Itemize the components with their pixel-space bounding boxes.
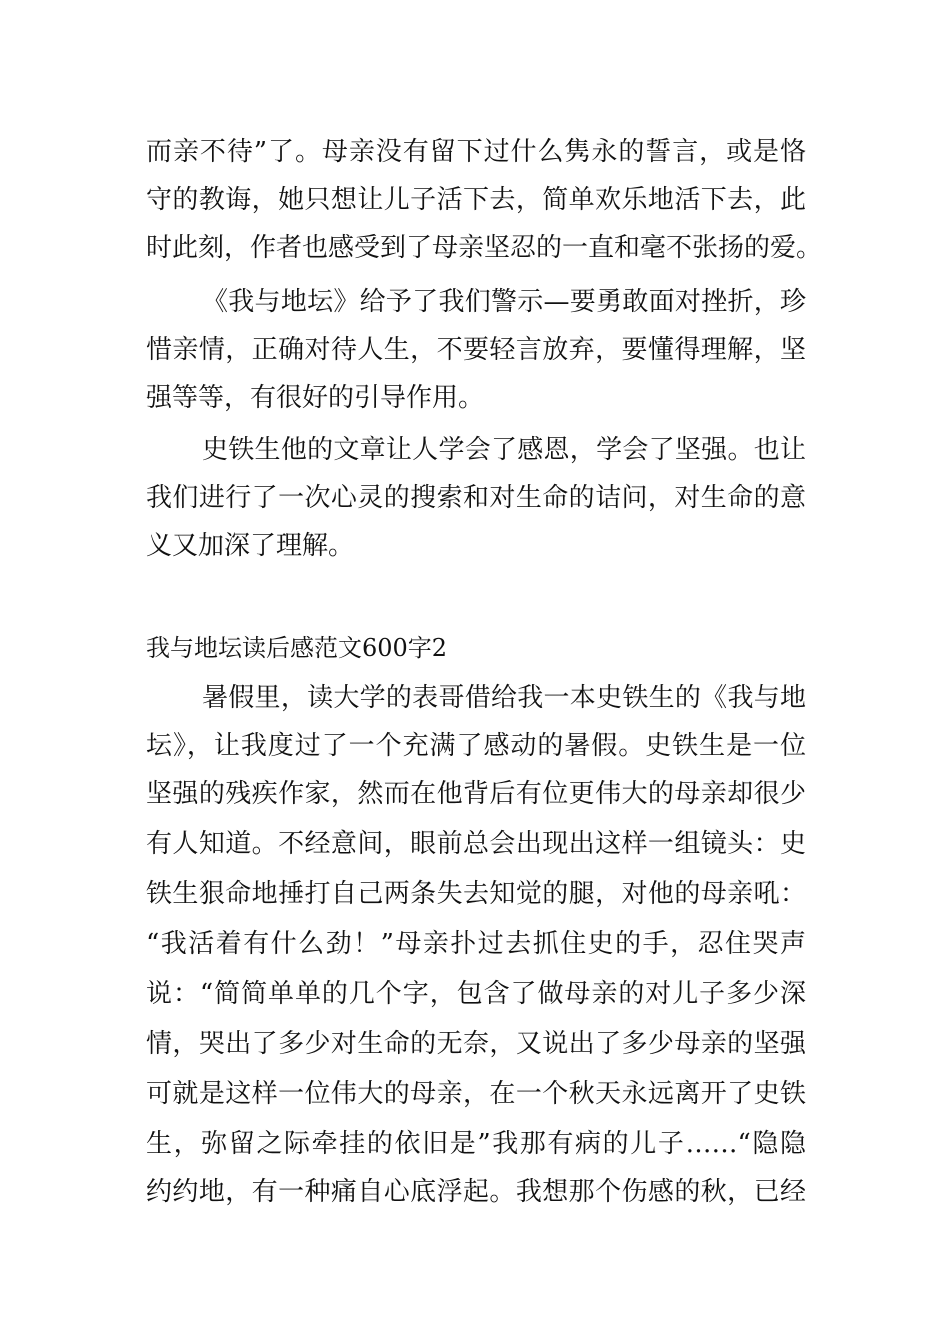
paragraph-4-line-11: 约约地，有一种痛自心底浮起。我想那个伤感的秋，已经 xyxy=(146,1177,806,1207)
paragraph-4-line-9: 可就是这样一位伟大的母亲，在一个秋天永远离开了史铁 xyxy=(146,1079,806,1109)
section-heading: 我与地坛读后感范文600字2 xyxy=(146,634,448,662)
paragraph-3-line-3: 义又加深了理解。 xyxy=(146,531,355,561)
paragraph-4-line-4: 有人知道。不经意间，眼前总会出现出这样一组镜头：史 xyxy=(146,829,806,859)
paragraph-4-line-2: 坛》，让我度过了一个充满了感动的暑假。史铁生是一位 xyxy=(146,731,806,761)
paragraph-2-line-2: 惜亲情，正确对待人生，不要轻言放弃，要懂得理解，坚 xyxy=(146,335,806,365)
paragraph-4-line-5: 铁生狠命地捶打自己两条失去知觉的腿，对他的母亲吼： xyxy=(146,879,806,909)
paragraph-4-line-1: 暑假里，读大学的表哥借给我一本史铁生的《我与地 xyxy=(202,683,806,713)
paragraph-1-line-2: 守的教诲，她只想让儿子活下去，简单欢乐地活下去，此 xyxy=(146,185,806,215)
paragraph-2-line-1: 《我与地坛》给予了我们警示—要勇敢面对挫折，珍 xyxy=(202,287,806,317)
paragraph-3-line-2: 我们进行了一次心灵的搜索和对生命的诘问，对生命的意 xyxy=(146,483,806,513)
paragraph-4-line-6: “我活着有什么劲！”母亲扑过去抓住史的手，忍住哭声 xyxy=(146,929,806,959)
paragraph-1-line-1: 而亲不待”了。母亲没有留下过什么隽永的誓言，或是恪 xyxy=(146,137,806,167)
paragraph-4-line-8: 情，哭出了多少对生命的无奈，又说出了多少母亲的坚强 xyxy=(146,1029,806,1059)
paragraph-4-line-7: 说：“简简单单的几个字，包含了做母亲的对儿子多少深 xyxy=(146,979,806,1009)
paragraph-1-line-3: 时此刻，作者也感受到了母亲坚忍的一直和毫不张扬的爱。 xyxy=(146,233,823,263)
paragraph-2-line-3: 强等等，有很好的引导作用。 xyxy=(146,383,485,413)
paragraph-4-line-3: 坚强的残疾作家，然而在他背后有位更伟大的母亲却很少 xyxy=(146,779,806,809)
paragraph-4-line-10: 生，弥留之际牵挂的依旧是”我那有病的儿子……“隐隐 xyxy=(146,1129,806,1159)
paragraph-3-line-1: 史铁生他的文章让人学会了感恩，学会了坚强。也让 xyxy=(202,435,806,465)
